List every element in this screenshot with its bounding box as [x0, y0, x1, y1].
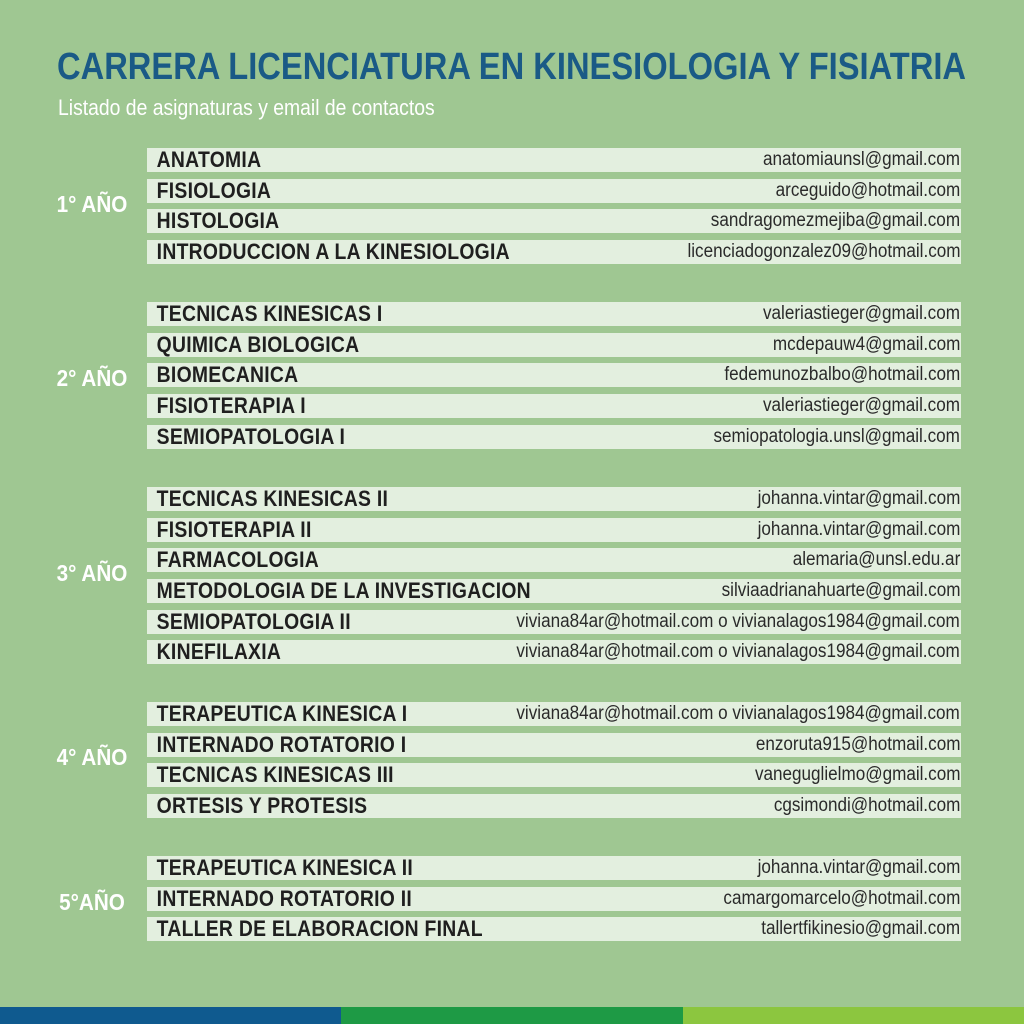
subject-name: METODOLOGIA DE LA INVESTIGACION: [156, 578, 531, 604]
subject-row: [147, 610, 961, 634]
subject-row: [147, 733, 961, 757]
subject-email[interactable]: johanna.vintar@gmail.com: [757, 488, 961, 509]
subject-row: [147, 333, 961, 357]
subject-name: FISIOTERAPIA II: [156, 516, 312, 542]
year-label: 5°AÑO: [59, 889, 125, 915]
subject-email[interactable]: semiopatologia.unsl@gmail.com: [713, 425, 961, 447]
subject-name: TECNICAS KINESICAS I: [156, 301, 383, 326]
year-label: 1° AÑO: [56, 191, 128, 217]
subject-row: [147, 917, 961, 941]
subject-email[interactable]: viviana84ar@hotmail.com o vivianalagos1984@gmail.com: [516, 610, 961, 632]
subject-email[interactable]: johanna.vintar@gmail.com: [757, 857, 961, 878]
subject-row: [147, 209, 961, 233]
subject-name: INTRODUCCION A LA KINESIOLOGIA: [156, 239, 510, 265]
subject-email[interactable]: arceguido@hotmail.com: [775, 179, 961, 201]
subject-email[interactable]: cgsimondi@hotmail.com: [773, 795, 961, 817]
subject-row: [147, 363, 961, 387]
subject-email[interactable]: tallertfikinesio@gmail.com: [761, 918, 961, 940]
subject-email[interactable]: licenciadogonzalez09@hotmail.com: [687, 241, 961, 263]
bottom-bar-segment-blue: [0, 1007, 341, 1024]
subject-list: [147, 856, 961, 948]
subject-email[interactable]: viviana84ar@hotmail.com o vivianalagos1984@gmail.com: [516, 641, 961, 663]
subject-list: [147, 487, 961, 671]
subject-row: [147, 887, 961, 911]
bottom-color-bar: [0, 1007, 1024, 1024]
subject-name: TECNICAS KINESICAS II: [156, 486, 389, 511]
subject-name: KINEFILAXIA: [156, 639, 282, 665]
subject-row: [147, 579, 961, 603]
subject-email[interactable]: viviana84ar@hotmail.com o vivianalagos1984@gmail.com: [516, 703, 961, 724]
subject-row: [147, 240, 961, 264]
subject-email[interactable]: camargomarcelo@hotmail.com: [723, 887, 961, 909]
subject-name: TERAPEUTICA KINESICA I: [156, 701, 408, 726]
subject-name: INTERNADO ROTATORIO II: [156, 885, 413, 911]
subject-email[interactable]: valeriastieger@gmail.com: [763, 395, 961, 417]
subject-name: HISTOLOGIA: [156, 208, 280, 234]
subject-name: ANATOMIA: [156, 147, 262, 172]
subject-row: [147, 702, 961, 726]
subject-name: TERAPEUTICA KINESICA II: [156, 855, 414, 880]
subject-name: FISIOTERAPIA I: [156, 393, 306, 419]
subject-list: [147, 302, 961, 455]
year-label: 3° AÑO: [56, 560, 128, 586]
subject-list: [147, 702, 961, 825]
subject-row: [147, 302, 961, 326]
subject-row: [147, 394, 961, 418]
bottom-bar-segment-green: [341, 1007, 683, 1024]
subject-email[interactable]: fedemunozbalbo@hotmail.com: [724, 364, 961, 386]
year-label: 2° AÑO: [56, 365, 128, 391]
bottom-bar-segment-lime: [683, 1007, 1024, 1024]
subject-name: BIOMECANICA: [156, 362, 299, 388]
subject-name: QUIMICA BIOLOGICA: [156, 331, 360, 357]
subject-row: [147, 794, 961, 818]
subject-row: [147, 518, 961, 542]
subject-row: [147, 548, 961, 572]
subject-name: ORTESIS Y PROTESIS: [156, 793, 368, 819]
subject-name: TECNICAS KINESICAS III: [156, 762, 394, 788]
subject-email[interactable]: alemaria@unsl.edu.ar: [792, 549, 961, 571]
subject-row: [147, 640, 961, 664]
page-title: CARRERA LICENCIATURA EN KINESIOLOGIA Y FISIATRIA: [57, 46, 967, 88]
subject-name: INTERNADO ROTATORIO I: [156, 731, 407, 757]
subject-email[interactable]: sandragomezmejiba@gmail.com: [710, 210, 961, 232]
subject-name: TALLER DE ELABORACION FINAL: [156, 916, 483, 942]
subject-name: SEMIOPATOLOGIA I: [156, 423, 346, 449]
subject-email[interactable]: silviaadrianahuarte@gmail.com: [721, 580, 961, 602]
subject-row: [147, 425, 961, 449]
subject-email[interactable]: enzoruta915@hotmail.com: [755, 733, 961, 755]
subject-name: SEMIOPATOLOGIA II: [156, 608, 351, 634]
subject-row: [147, 148, 961, 172]
subject-name: FISIOLOGIA: [156, 177, 272, 203]
year-label: 4° AÑO: [56, 744, 128, 770]
subject-row: [147, 856, 961, 880]
subject-row: [147, 487, 961, 511]
subject-email[interactable]: valeriastieger@gmail.com: [763, 303, 961, 324]
subject-list: [147, 148, 961, 271]
subject-email[interactable]: mcdepauw4@gmail.com: [772, 333, 961, 355]
subject-email[interactable]: anatomiaunsl@gmail.com: [763, 149, 961, 170]
subject-email[interactable]: vaneguglielmo@gmail.com: [754, 764, 961, 786]
subject-row: [147, 179, 961, 203]
subject-row: [147, 763, 961, 787]
subject-email[interactable]: johanna.vintar@gmail.com: [757, 518, 961, 540]
subject-name: FARMACOLOGIA: [156, 547, 320, 573]
page-subtitle: Listado de asignaturas y email de contactos: [58, 95, 435, 120]
